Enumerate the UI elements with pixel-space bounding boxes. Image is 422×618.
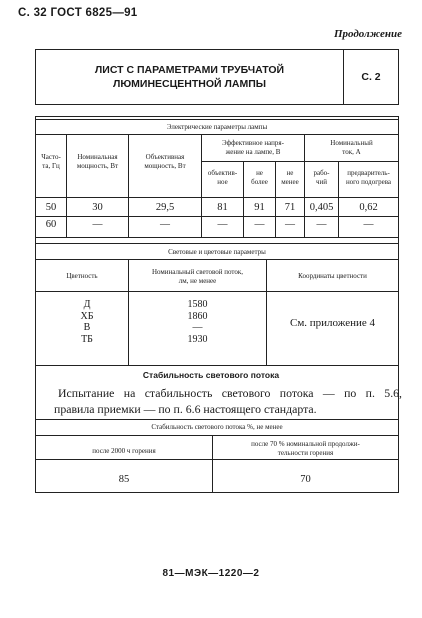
subheader-objective: объектив- ное (207, 169, 238, 186)
table-rule (36, 134, 398, 135)
table-cell: 50 (45, 202, 57, 213)
col-header-objective-power: Объективная мощность, Вт (144, 153, 186, 170)
light-heading: Световые и цветовые параметры (168, 248, 266, 256)
paragraph-line: Испытание на стабильность светового потока — по п. 5.6, (58, 386, 402, 400)
col-header-coords: Координаты цветности (298, 272, 367, 280)
table-rule (36, 237, 398, 238)
table-rule (36, 243, 398, 244)
col-header-nominal-power: Номинальная мощность, Вт (76, 153, 119, 170)
table-cell: — (160, 219, 170, 230)
subheader-preheat: предваритель- ного подогрева (345, 169, 392, 186)
coords-note: См. приложение 4 (289, 317, 376, 329)
value-after-70pct: 70 (300, 474, 311, 485)
table-cell: — (363, 219, 374, 230)
table-rule (36, 259, 398, 260)
flux-list (129, 299, 266, 345)
table-cell: 30 (92, 202, 103, 213)
stability-paragraph (54, 385, 402, 417)
table-rule (36, 419, 398, 420)
list-item: — (192, 322, 203, 333)
sheet-title-line2: ЛЮМИНЕСЦЕНТНОЙ ЛАМПЫ (112, 78, 267, 90)
col-header-after-70pct: после 70 % номинальной продолжи- тельности горения (251, 440, 360, 457)
col-header-nominal-current: Номинальный ток, А (330, 139, 373, 156)
page-footer-code: 81—МЭК—1220—2 (162, 568, 260, 579)
col-header-after-2000h: после 2000 ч горения (92, 447, 156, 455)
table-cell: — (316, 219, 327, 230)
subheader-not-less: не менее (281, 169, 299, 186)
table-cell: — (254, 219, 265, 230)
table-cell: — (285, 219, 295, 230)
col-header-effective-voltage: Эффективное напря- жение на лампе, В (222, 139, 284, 156)
list-item: Д (83, 299, 91, 310)
stability-table-heading: Стабильность светового потока %, не менее (151, 423, 283, 431)
table-rule (36, 119, 398, 120)
stability-section-title: Стабильность светового потока (142, 370, 280, 380)
value-after-2000h: 85 (118, 474, 130, 485)
table-rule (36, 197, 398, 198)
table-cell: 81 (217, 202, 228, 213)
page-number-header: С. 32 ГОСТ 6825—91 (18, 7, 138, 19)
list-item: ТБ (81, 333, 93, 345)
table-rule (36, 216, 398, 217)
col-header-frequency: Часто- та, Гц (41, 153, 61, 170)
list-item: 1580 (187, 299, 208, 310)
subheader-not-more: не более (251, 169, 268, 186)
table-rule (36, 435, 398, 436)
table-rule (36, 459, 398, 460)
list-item: ХБ (80, 310, 94, 322)
table-cell: 71 (284, 202, 296, 213)
table-cell: 29,5 (155, 202, 175, 213)
table-cell: — (92, 219, 103, 230)
color-list (76, 299, 98, 345)
sheet-title-line1: ЛИСТ С ПАРАМЕТРАМИ ТРУБЧАТОЙ (94, 64, 285, 76)
sheet-title (36, 50, 344, 104)
sheet-code: С. 2 (361, 71, 381, 83)
list-item: 1930 (187, 333, 208, 345)
list-item: В (83, 322, 91, 333)
table-cell: — (217, 219, 228, 230)
paragraph-line: правила приемки — по п. 6.6 настоящего стандарта. (54, 402, 317, 416)
electrical-heading: Электрические параметры лампы (166, 123, 268, 131)
parameters-frame (35, 116, 399, 493)
list-item: 1860 (187, 310, 208, 322)
table-cell: 60 (45, 219, 57, 230)
table-rule (36, 365, 398, 366)
table-cell: 91 (254, 202, 265, 213)
continuation-label: Продолжение (333, 28, 402, 40)
col-header-flux: Номинальный световой поток, лм, не менее (151, 268, 244, 285)
col-header-color: Цветность (66, 272, 98, 280)
subheader-working: рабо- чий (313, 169, 330, 186)
title-box (35, 49, 399, 105)
table-rule (36, 291, 398, 292)
table-cell: 0,62 (359, 202, 378, 213)
table-rule (201, 161, 398, 162)
table-cell: 0,405 (309, 202, 334, 213)
